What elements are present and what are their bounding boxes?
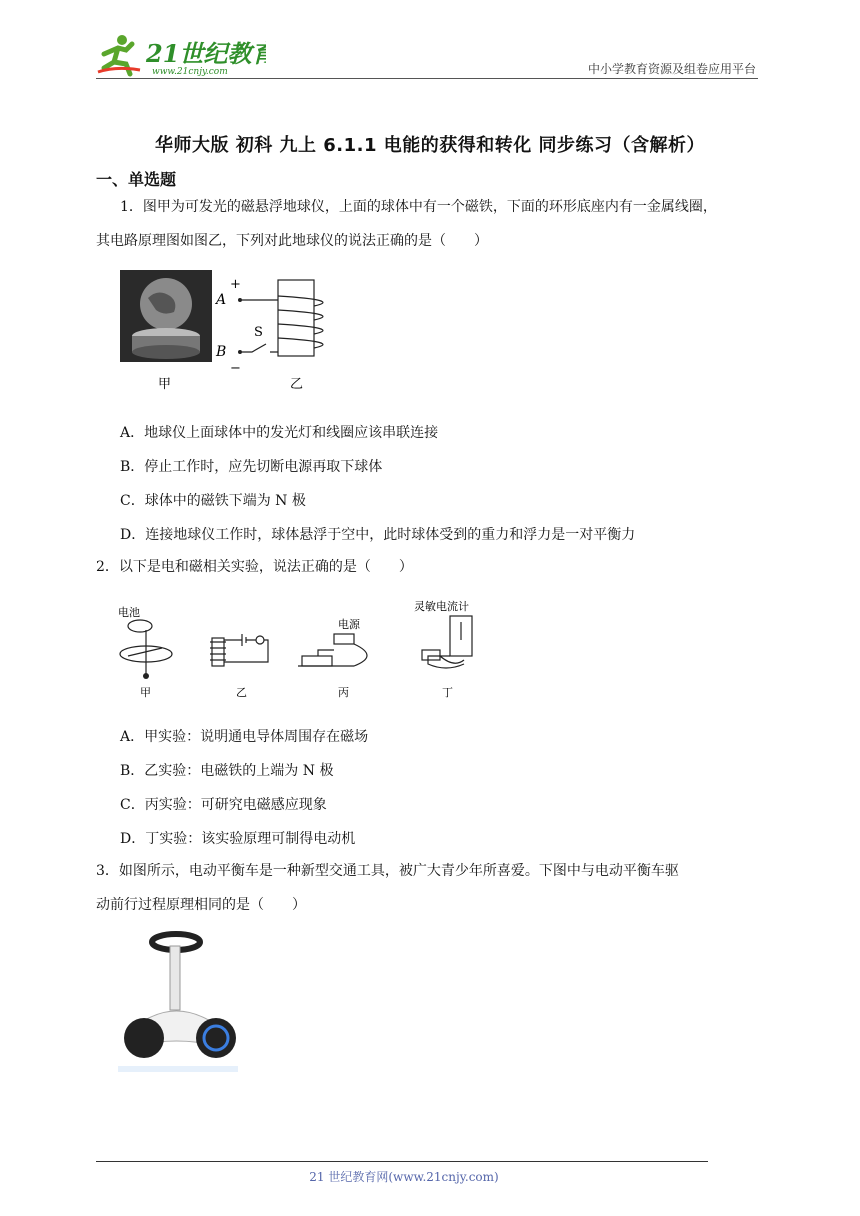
- svg-text:www.21cnjy.com: www.21cnjy.com: [152, 67, 228, 77]
- platform-name: 中小学教育资源及组卷应用平台: [587, 62, 756, 76]
- q1-option-c: C．球体中的磁铁下端为 N 极: [120, 493, 306, 509]
- svg-text:丙: 丙: [338, 686, 349, 699]
- svg-text:+: +: [230, 277, 241, 292]
- q3-stem-line2: 动前行过程原理相同的是（ ）: [96, 897, 306, 913]
- svg-text:电源: 电源: [338, 618, 360, 631]
- figure-ding: [422, 616, 472, 668]
- q1-figure: [118, 268, 358, 396]
- section-heading: 一、单选题: [96, 170, 177, 189]
- footer-text: 21 世纪教育网(www.21cnjy.com): [309, 1170, 499, 1184]
- header-divider: [96, 78, 758, 79]
- q1-stem-line1: 1．图甲为可发光的磁悬浮地球仪，上面的球体中有一个磁铁，下面的环形底座内有一金属线圈，: [120, 199, 717, 215]
- svg-text:A: A: [216, 292, 227, 308]
- figure-jia: [120, 620, 172, 674]
- svg-text:灵敏电流计: 灵敏电流计: [414, 600, 469, 613]
- svg-text:21世纪教育: 21世纪教育: [146, 39, 266, 68]
- q1-option-d: D．连接地球仪工作时，球体悬浮于空中，此时球体受到的重力和浮力是一对平衡力: [120, 527, 636, 543]
- q1-stem-line2: 其电路原理图如图乙，下列对此地球仪的说法正确的是（ ）: [96, 233, 488, 249]
- svg-text:B: B: [216, 344, 227, 360]
- q3-stem-line1: 3．如图所示，电动平衡车是一种新型交通工具，被广大青少年所喜爱。下图中与电动平衡车驱: [96, 863, 679, 879]
- circuit-diagram: [242, 280, 323, 356]
- figure-bing: [298, 634, 367, 666]
- svg-text:−: −: [230, 361, 241, 376]
- q1-option-a: A．地球仪上面球体中的发光灯和线圈应该串联连接: [120, 425, 439, 441]
- svg-text:乙: 乙: [290, 377, 304, 392]
- balance-scooter-image: [118, 926, 238, 1072]
- q2-stem: 2．以下是电和磁相关实验，说法正确的是（ ）: [96, 559, 413, 575]
- footer-divider: [96, 1161, 708, 1162]
- page-title: 华师大版 初科 九上 6.1.1 电能的获得和转化 同步练习（含解析）: [154, 135, 706, 156]
- q2-option-d: D．丁实验：该实验原理可制得电动机: [120, 831, 356, 847]
- globe-photo: [120, 270, 212, 362]
- site-logo: [96, 32, 266, 78]
- svg-text:甲: 甲: [140, 686, 151, 699]
- figure-yi: [210, 634, 268, 666]
- runner-icon: [98, 35, 140, 74]
- q2-option-b: B．乙实验：电磁铁的上端为 N 极: [120, 763, 334, 779]
- q1-option-b: B．停止工作时，应先切断电源再取下球体: [120, 459, 383, 475]
- q2-figure: [118, 600, 498, 700]
- svg-text:甲: 甲: [158, 377, 172, 392]
- svg-text:S: S: [254, 325, 263, 340]
- q2-option-a: A．甲实验：说明通电导体周围存在磁场: [120, 729, 369, 745]
- svg-text:丁: 丁: [442, 686, 453, 699]
- svg-text:电池: 电池: [118, 606, 140, 619]
- q2-option-c: C．丙实验：可研究电磁感应现象: [120, 797, 327, 813]
- svg-text:乙: 乙: [236, 686, 247, 699]
